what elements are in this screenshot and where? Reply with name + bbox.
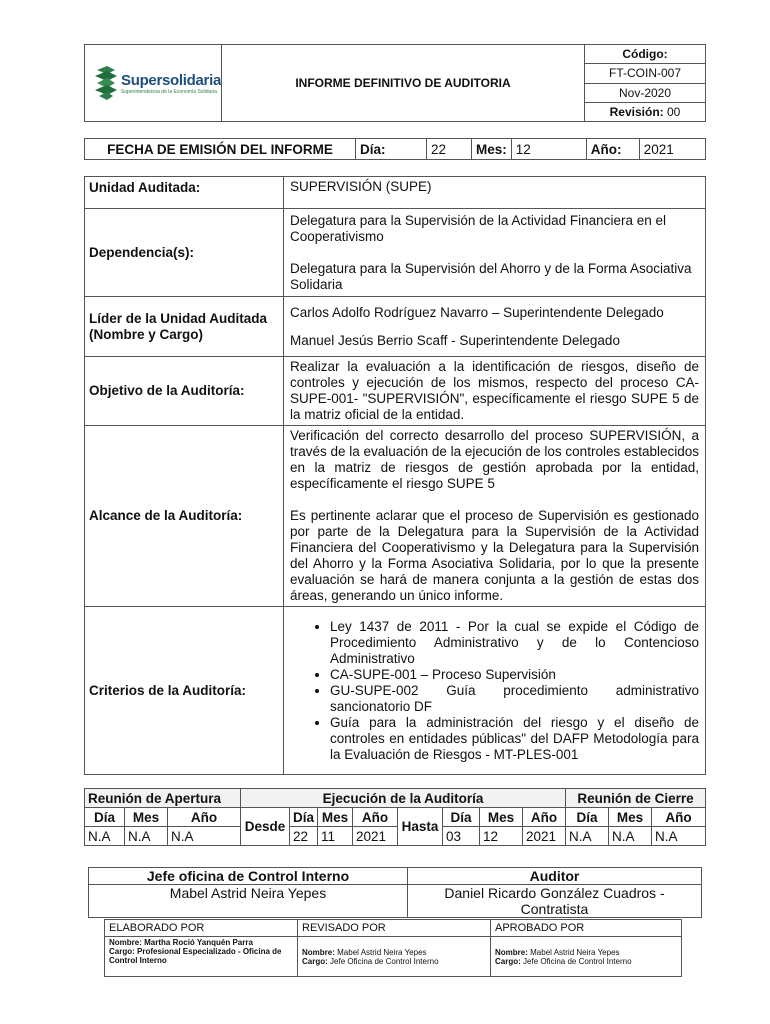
criterio-item: • GU-SUPE-002 Guía procedimiento administrativo sancionatorio DF (330, 683, 699, 715)
apertura-header: Reunión de Apertura (85, 789, 241, 808)
document-title: INFORME DEFINITIVO DE AUDITORIA (222, 45, 585, 122)
aprobado-cargo: Jefe Oficina de Control Interno (523, 956, 632, 966)
dependencia-label: Dependencia(s): (85, 209, 284, 297)
elaborado-detail (105, 937, 298, 977)
anio-label: Año: (586, 139, 639, 160)
revisado-nombre: Mabel Astrid Neira Yepes (337, 947, 427, 957)
hasta-dia-h: Día (443, 808, 480, 827)
fecha-emision-table (84, 138, 706, 160)
firmas-table (88, 867, 702, 918)
cierre-anio: N.A (652, 827, 706, 846)
hasta-dia: 03 (443, 827, 480, 846)
logo-mark-icon (93, 64, 119, 102)
jefe-name: Mabel Astrid Neira Yepes (89, 885, 408, 918)
hasta-anio: 2021 (523, 827, 566, 846)
hasta-mes: 12 (480, 827, 523, 846)
elaborado-label: ELABORADO POR (105, 920, 298, 937)
criterio-item: • Ley 1437 de 2011 - Por la cual se expide el Código de Procedimiento Administrativo y de lo Contencioso Administrativo (330, 619, 699, 667)
cierre-mes-h: Mes (609, 808, 652, 827)
desde-mes: 11 (318, 827, 353, 846)
revision-value: 00 (667, 104, 681, 119)
nombre-label: Nombre: (109, 938, 142, 947)
revisado-detail (298, 937, 491, 977)
cierre-header: Reunión de Cierre (566, 789, 706, 808)
desde-dia-h: Día (290, 808, 318, 827)
mes-label: Mes: (472, 139, 512, 160)
aprobado-detail (491, 937, 682, 977)
auditor-label: Auditor (408, 868, 702, 885)
unidad-value: SUPERVISIÓN (SUPE) (284, 177, 706, 209)
alcance-2: Es pertinente aclarar que el proceso de Supervisión es gestionado por parte de la Delegatura para la Supervisión de la Actividad Financiera del Cooperativismo y la Delegatura para la Supervisión del Ahorro y la Forma Asociativa Solidaria, por lo que la presente evaluación se hará de manera conjunta a la gestión de estas dos áreas, generando un único informe. (290, 508, 699, 603)
dependencia-value (284, 209, 706, 297)
revision-cell (585, 102, 706, 121)
approval-footer (104, 919, 682, 977)
desde-anio: 2021 (353, 827, 398, 846)
apertura-anio: N.A (168, 827, 241, 846)
logo-subtitle: Superintendencia de la Economía Solidaria (121, 88, 217, 95)
hasta-anio-h: Año (523, 808, 566, 827)
codigo-label: Código: (585, 45, 706, 64)
revisado-label: REVISADO POR (298, 920, 491, 937)
cargo-label: Cargo: (109, 947, 135, 956)
dependencia-1: Delegatura para la Supervisión de la Actividad Financiera en el Cooperativismo (290, 212, 666, 244)
reuniones-table (84, 788, 706, 846)
dia-value: 22 (427, 139, 472, 160)
desde-label: Desde (241, 808, 290, 846)
criterio-item: • Guía para la administración del riesgo y el diseño de controles en entidades públicas" del DAFP Metodología para la Evaluación de Riesgos - MT-PLES-001 (330, 715, 699, 763)
logo-cell (85, 45, 222, 122)
lider-2: Manuel Jesús Berrio Scaff - Superintendente Delegado (290, 332, 620, 348)
desde-mes-h: Mes (318, 808, 353, 827)
dependencia-2: Delegatura para la Supervisión del Ahorro y de la Forma Asociativa Solidaria (290, 260, 692, 292)
apertura-mes: N.A (125, 827, 168, 846)
fecha-emision-label: FECHA DE EMISIÓN DEL INFORME (85, 139, 356, 160)
apertura-mes-h: Mes (125, 808, 168, 827)
codigo-value: FT-COIN-007 (585, 64, 706, 83)
apertura-dia: N.A (85, 827, 125, 846)
revisado-cargo: Jefe Oficina de Control Interno (330, 956, 439, 966)
lider-label: Líder de la Unidad Auditada (Nombre y Cargo) (85, 297, 284, 357)
objetivo-value: Realizar la evaluación a la identificación de riesgos, diseño de controles y ejecución de los mismos, respecto del proceso CA-SUPE-001- "SUPERVISIÓN", específicamente el riesgo SUPE 5 de la matriz oficial de la entidad. (284, 357, 706, 426)
cargo-label: Cargo: (495, 956, 521, 966)
cierre-mes: N.A (609, 827, 652, 846)
aprobado-nombre: Mabel Astrid Neira Yepes (530, 947, 620, 957)
criterios-list (290, 619, 699, 763)
hasta-mes-h: Mes (480, 808, 523, 827)
alcance-value (284, 426, 706, 607)
criterio-item: • CA-SUPE-001 – Proceso Supervisión (330, 667, 699, 683)
objetivo-label: Objetivo de la Auditoría: (85, 357, 284, 426)
aprobado-label: APROBADO POR (491, 920, 682, 937)
auditor-name: Daniel Ricardo González Cuadros - Contratista (408, 885, 702, 918)
desde-dia: 22 (290, 827, 318, 846)
ejecucion-header: Ejecución de la Auditoría (241, 789, 566, 808)
lider-1: Carlos Adolfo Rodríguez Navarro – Superintendente Delegado (290, 304, 664, 320)
logo-text: Supersolidaria (121, 71, 222, 89)
mes-value: 12 (511, 139, 586, 160)
criterios-label: Criterios de la Auditoría: (85, 607, 284, 775)
jefe-label: Jefe oficina de Control Interno (89, 868, 408, 885)
elaborado-nombre: Martha Roció Yanquén Parra (144, 938, 253, 947)
audit-details-table (84, 176, 706, 775)
revision-label: Revisión: (609, 104, 664, 119)
cierre-dia-h: Día (566, 808, 609, 827)
cierre-anio-h: Año (652, 808, 706, 827)
lider-value (284, 297, 706, 357)
supersolidaria-logo (85, 64, 221, 102)
anio-value: 2021 (639, 139, 705, 160)
dia-label: Día: (356, 139, 427, 160)
nombre-label: Nombre: (495, 947, 528, 957)
version-date: Nov-2020 (585, 83, 706, 102)
desde-anio-h: Año (353, 808, 398, 827)
document-header (84, 44, 706, 122)
unidad-label: Unidad Auditada: (85, 177, 284, 209)
apertura-dia-h: Día (85, 808, 125, 827)
criterios-value (284, 607, 706, 775)
cargo-label: Cargo: (302, 956, 328, 966)
alcance-label: Alcance de la Auditoría: (85, 426, 284, 607)
cierre-dia: N.A (566, 827, 609, 846)
apertura-anio-h: Año (168, 808, 241, 827)
hasta-label: Hasta (398, 808, 443, 846)
elaborado-cargo: Profesional Especializado - Oficina de Control Interno (109, 947, 282, 965)
nombre-label: Nombre: (302, 947, 335, 957)
alcance-1: Verificación del correcto desarrollo del proceso SUPERVISIÓN, a través de la evaluación de la ejecución de los controles establecidos en la matriz de riesgos de gestión aprobada por la entidad, específicamente el riesgo SUPE 5 (290, 428, 700, 491)
